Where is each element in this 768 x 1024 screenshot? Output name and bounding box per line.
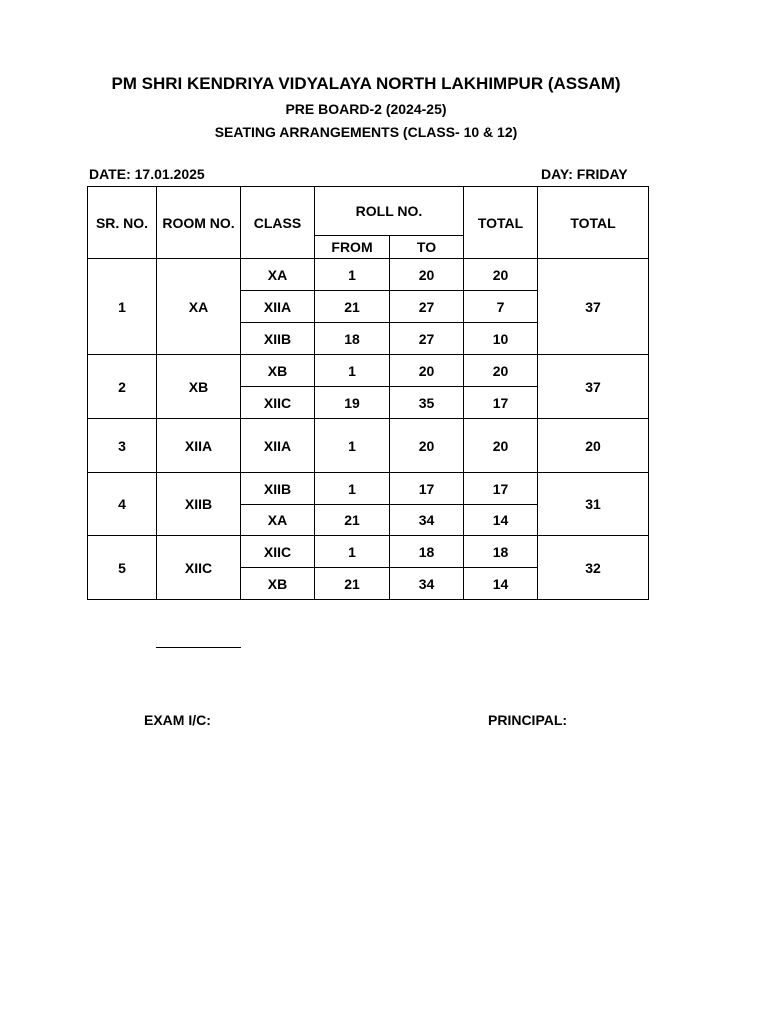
to-cell: 34 xyxy=(390,568,464,600)
room-cell: XIIB xyxy=(157,473,241,536)
sr-no-cell: 2 xyxy=(88,355,157,419)
class-cell: XIIC xyxy=(241,536,315,568)
total-cell: 17 xyxy=(464,473,538,505)
from-cell: 1 xyxy=(315,259,390,291)
from-cell: 18 xyxy=(315,323,390,355)
table-row xyxy=(88,536,649,568)
header-grand-total: TOTAL xyxy=(538,187,649,259)
to-cell: 27 xyxy=(390,291,464,323)
table-row xyxy=(88,419,649,473)
from-cell: 1 xyxy=(315,419,390,473)
from-cell: 21 xyxy=(315,568,390,600)
room-cell: XA xyxy=(157,259,241,355)
class-cell: XIIC xyxy=(241,387,315,419)
from-cell: 21 xyxy=(315,505,390,536)
exam-day: DAY: FRIDAY xyxy=(541,166,628,182)
exam-date: DATE: 17.01.2025 xyxy=(89,166,205,182)
exam-ic-label: EXAM I/C: xyxy=(144,712,211,728)
class-cell: XIIB xyxy=(241,473,315,505)
header-from: FROM xyxy=(315,236,390,259)
room-total-cell: 37 xyxy=(538,355,649,419)
from-cell: 19 xyxy=(315,387,390,419)
table-row xyxy=(88,259,649,291)
to-cell: 20 xyxy=(390,419,464,473)
from-cell: 21 xyxy=(315,291,390,323)
table-row xyxy=(88,473,649,505)
total-cell: 17 xyxy=(464,387,538,419)
total-cell: 7 xyxy=(464,291,538,323)
sr-no-cell: 3 xyxy=(88,419,157,473)
to-cell: 27 xyxy=(390,323,464,355)
class-cell: XB xyxy=(241,568,315,600)
room-total-cell: 20 xyxy=(538,419,649,473)
to-cell: 20 xyxy=(390,259,464,291)
class-cell: XIIA xyxy=(241,291,315,323)
header-room-no: ROOM NO. xyxy=(157,187,241,259)
header-roll-no: ROLL NO. xyxy=(315,187,464,236)
to-cell: 18 xyxy=(390,536,464,568)
total-cell: 20 xyxy=(464,419,538,473)
from-cell: 1 xyxy=(315,355,390,387)
to-cell: 20 xyxy=(390,355,464,387)
from-cell: 1 xyxy=(315,473,390,505)
room-cell: XIIA xyxy=(157,419,241,473)
sr-no-cell: 1 xyxy=(88,259,157,355)
header-class: CLASS xyxy=(241,187,315,259)
room-total-cell: 31 xyxy=(538,473,649,536)
total-cell: 18 xyxy=(464,536,538,568)
room-cell: XIIC xyxy=(157,536,241,600)
class-cell: XA xyxy=(241,259,315,291)
signature-line xyxy=(156,647,241,648)
class-cell: XIIB xyxy=(241,323,315,355)
room-cell: XB xyxy=(157,355,241,419)
total-cell: 14 xyxy=(464,505,538,536)
header-total: TOTAL xyxy=(464,187,538,259)
total-cell: 14 xyxy=(464,568,538,600)
exam-title: PRE BOARD-2 (2024-25) xyxy=(285,101,447,117)
document-subtitle: SEATING ARRANGEMENTS (CLASS- 10 & 12) xyxy=(214,124,518,140)
to-cell: 17 xyxy=(390,473,464,505)
total-cell: 20 xyxy=(464,259,538,291)
room-total-cell: 32 xyxy=(538,536,649,600)
sr-no-cell: 5 xyxy=(88,536,157,600)
total-cell: 10 xyxy=(464,323,538,355)
from-cell: 1 xyxy=(315,536,390,568)
room-total-cell: 37 xyxy=(538,259,649,355)
class-cell: XA xyxy=(241,505,315,536)
header-sr-no: SR. NO. xyxy=(88,187,157,259)
seating-table xyxy=(87,186,649,600)
class-cell: XB xyxy=(241,355,315,387)
table-row xyxy=(88,355,649,387)
class-cell: XIIA xyxy=(241,419,315,473)
table-header-row xyxy=(88,187,649,236)
school-title: PM SHRI KENDRIYA VIDYALAYA NORTH LAKHIMPUR (ASSAM) xyxy=(111,74,621,93)
to-cell: 35 xyxy=(390,387,464,419)
header-to: TO xyxy=(390,236,464,259)
sr-no-cell: 4 xyxy=(88,473,157,536)
to-cell: 34 xyxy=(390,505,464,536)
total-cell: 20 xyxy=(464,355,538,387)
principal-label: PRINCIPAL: xyxy=(488,712,568,728)
